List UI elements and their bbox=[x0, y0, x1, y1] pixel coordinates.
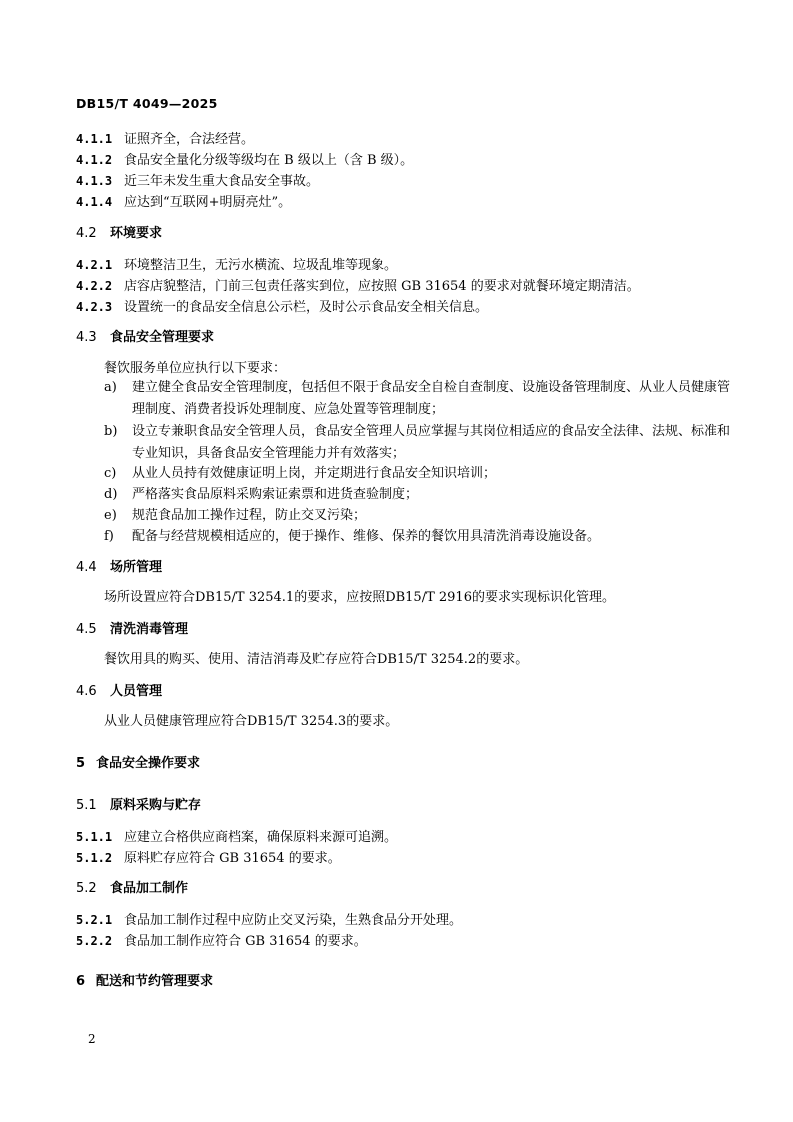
section-paragraph: 从业人员健康管理应符合DB15/T 3254.3的要求。 bbox=[104, 714, 399, 729]
clause-row bbox=[76, 150, 733, 171]
list-marker: f) bbox=[104, 529, 114, 544]
section-number: 5.1 bbox=[76, 798, 97, 813]
clause-text: 食品加工制作应符合 GB 31654 的要求。 bbox=[124, 934, 367, 949]
clause-text: 应建立合格供应商档案，确保原料来源可追溯。 bbox=[124, 830, 398, 845]
clause-number: 4.2.1 bbox=[76, 258, 113, 272]
section-heading bbox=[76, 682, 162, 702]
clause-row bbox=[76, 848, 733, 869]
list-text: 配备与经营规模相适应的，便于操作、维修、保养的餐饮用具清洗消毒设施设备。 bbox=[132, 529, 601, 544]
chapter-heading bbox=[76, 972, 213, 992]
clause-number: 4.2.2 bbox=[76, 279, 113, 293]
list-text: 建立健全食品安全管理制度，包括但不限于食品安全自检自查制度、设施设备管理制度、从业人员健康管理制度、消费者投诉处理制度、应急处置等管理制度； bbox=[132, 380, 731, 417]
list-text: 从业人员持有效健康证明上岗，并定期进行食品安全知识培训； bbox=[132, 466, 497, 481]
clause-number: 4.1.2 bbox=[76, 153, 113, 167]
clause-text: 原料贮存应符合 GB 31654 的要求。 bbox=[124, 851, 341, 866]
list-item bbox=[104, 463, 714, 485]
clause-row bbox=[76, 931, 733, 952]
clause-row bbox=[76, 171, 733, 192]
clause-number: 4.1.1 bbox=[76, 132, 113, 146]
section-title: 食品安全管理要求 bbox=[110, 330, 215, 345]
section-title: 食品加工制作 bbox=[110, 881, 189, 896]
chapter-number: 5 bbox=[76, 756, 86, 771]
section-number: 4.2 bbox=[76, 226, 97, 241]
section-title: 清洗消毒管理 bbox=[110, 622, 189, 637]
section-number: 4.4 bbox=[76, 560, 97, 575]
list-text: 严格落实食品原料采购索证索票和进货查验制度； bbox=[132, 487, 419, 502]
chapter-number: 6 bbox=[76, 974, 86, 989]
section-title: 原料采购与贮存 bbox=[110, 798, 202, 813]
chapter-heading bbox=[76, 754, 200, 774]
clause-row bbox=[76, 129, 733, 150]
list-item bbox=[104, 505, 714, 527]
clause-row bbox=[76, 827, 733, 848]
section-heading bbox=[76, 620, 188, 640]
clause-number: 5.1.1 bbox=[76, 830, 113, 844]
list-text: 规范食品加工操作过程，防止交叉污染； bbox=[132, 508, 367, 523]
section-number: 4.5 bbox=[76, 622, 97, 637]
clause-text: 店容店貌整洁，门前三包责任落实到位，应按照 GB 31654 的要求对就餐环境定期清洁。 bbox=[124, 279, 640, 294]
section-title: 场所管理 bbox=[110, 560, 163, 575]
list-marker: e) bbox=[104, 508, 117, 523]
section-paragraph: 餐饮用具的购买、使用、清洁消毒及贮存应符合DB15/T 3254.2的要求。 bbox=[104, 652, 529, 667]
document-header: DB15/T 4049—2025 bbox=[76, 96, 218, 111]
list-marker: d) bbox=[104, 487, 118, 502]
clause-number: 4.1.3 bbox=[76, 174, 113, 188]
chapter-title: 食品安全操作要求 bbox=[96, 756, 201, 771]
list-text: 设立专兼职食品安全管理人员，食品安全管理人员应掌握与其岗位相适应的食品安全法律、法规、标准和专业知识，具备食品安全管理能力并有效落实； bbox=[132, 424, 731, 461]
list-item bbox=[104, 526, 714, 548]
section-paragraph: 场所设置应符合DB15/T 3254.1的要求，应按照DB15/T 2916的要求实现标识化管理。 bbox=[104, 590, 615, 605]
section-intro: 餐饮服务单位应执行以下要求： bbox=[104, 361, 287, 376]
page-number: 2 bbox=[88, 1032, 96, 1046]
section-title: 人员管理 bbox=[110, 684, 163, 699]
list-item bbox=[104, 484, 714, 506]
section-heading bbox=[76, 224, 162, 244]
chapter-title: 配送和节约管理要求 bbox=[96, 974, 214, 989]
section-title: 环境要求 bbox=[110, 226, 163, 241]
section-heading bbox=[76, 796, 201, 816]
section-heading bbox=[76, 879, 188, 899]
clause-number: 5.2.1 bbox=[76, 913, 113, 927]
section-heading bbox=[76, 328, 214, 348]
list-marker: a) bbox=[104, 380, 117, 395]
clause-row bbox=[76, 297, 733, 318]
section-heading bbox=[76, 558, 162, 578]
clause-number: 4.2.3 bbox=[76, 300, 113, 314]
clause-text: 证照齐全，合法经营。 bbox=[124, 132, 255, 147]
clause-text: 应达到“互联网+明厨亮灶”。 bbox=[124, 195, 292, 210]
list-item bbox=[104, 377, 731, 421]
clause-number: 5.1.2 bbox=[76, 851, 113, 865]
list-item bbox=[104, 421, 731, 465]
clause-row bbox=[76, 910, 733, 931]
clause-text: 设置统一的食品安全信息公示栏，及时公示食品安全相关信息。 bbox=[124, 300, 489, 315]
clause-text: 近三年未发生重大食品安全事故。 bbox=[124, 174, 320, 189]
clause-number: 4.1.4 bbox=[76, 195, 113, 209]
section-number: 4.3 bbox=[76, 330, 97, 345]
list-marker: c) bbox=[104, 466, 117, 481]
clause-text: 环境整洁卫生，无污水横流、垃圾乱堆等现象。 bbox=[124, 258, 398, 273]
section-number: 5.2 bbox=[76, 881, 97, 896]
clause-text: 食品安全量化分级等级均在 B 级以上（含 B 级）。 bbox=[124, 153, 414, 168]
clause-row bbox=[76, 255, 733, 276]
clause-row bbox=[76, 192, 733, 213]
clause-row bbox=[76, 276, 733, 297]
clause-text: 食品加工制作过程中应防止交叉污染，生熟食品分开处理。 bbox=[124, 913, 463, 928]
clause-number: 5.2.2 bbox=[76, 934, 113, 948]
list-marker: b) bbox=[104, 424, 118, 439]
section-number: 4.6 bbox=[76, 684, 97, 699]
